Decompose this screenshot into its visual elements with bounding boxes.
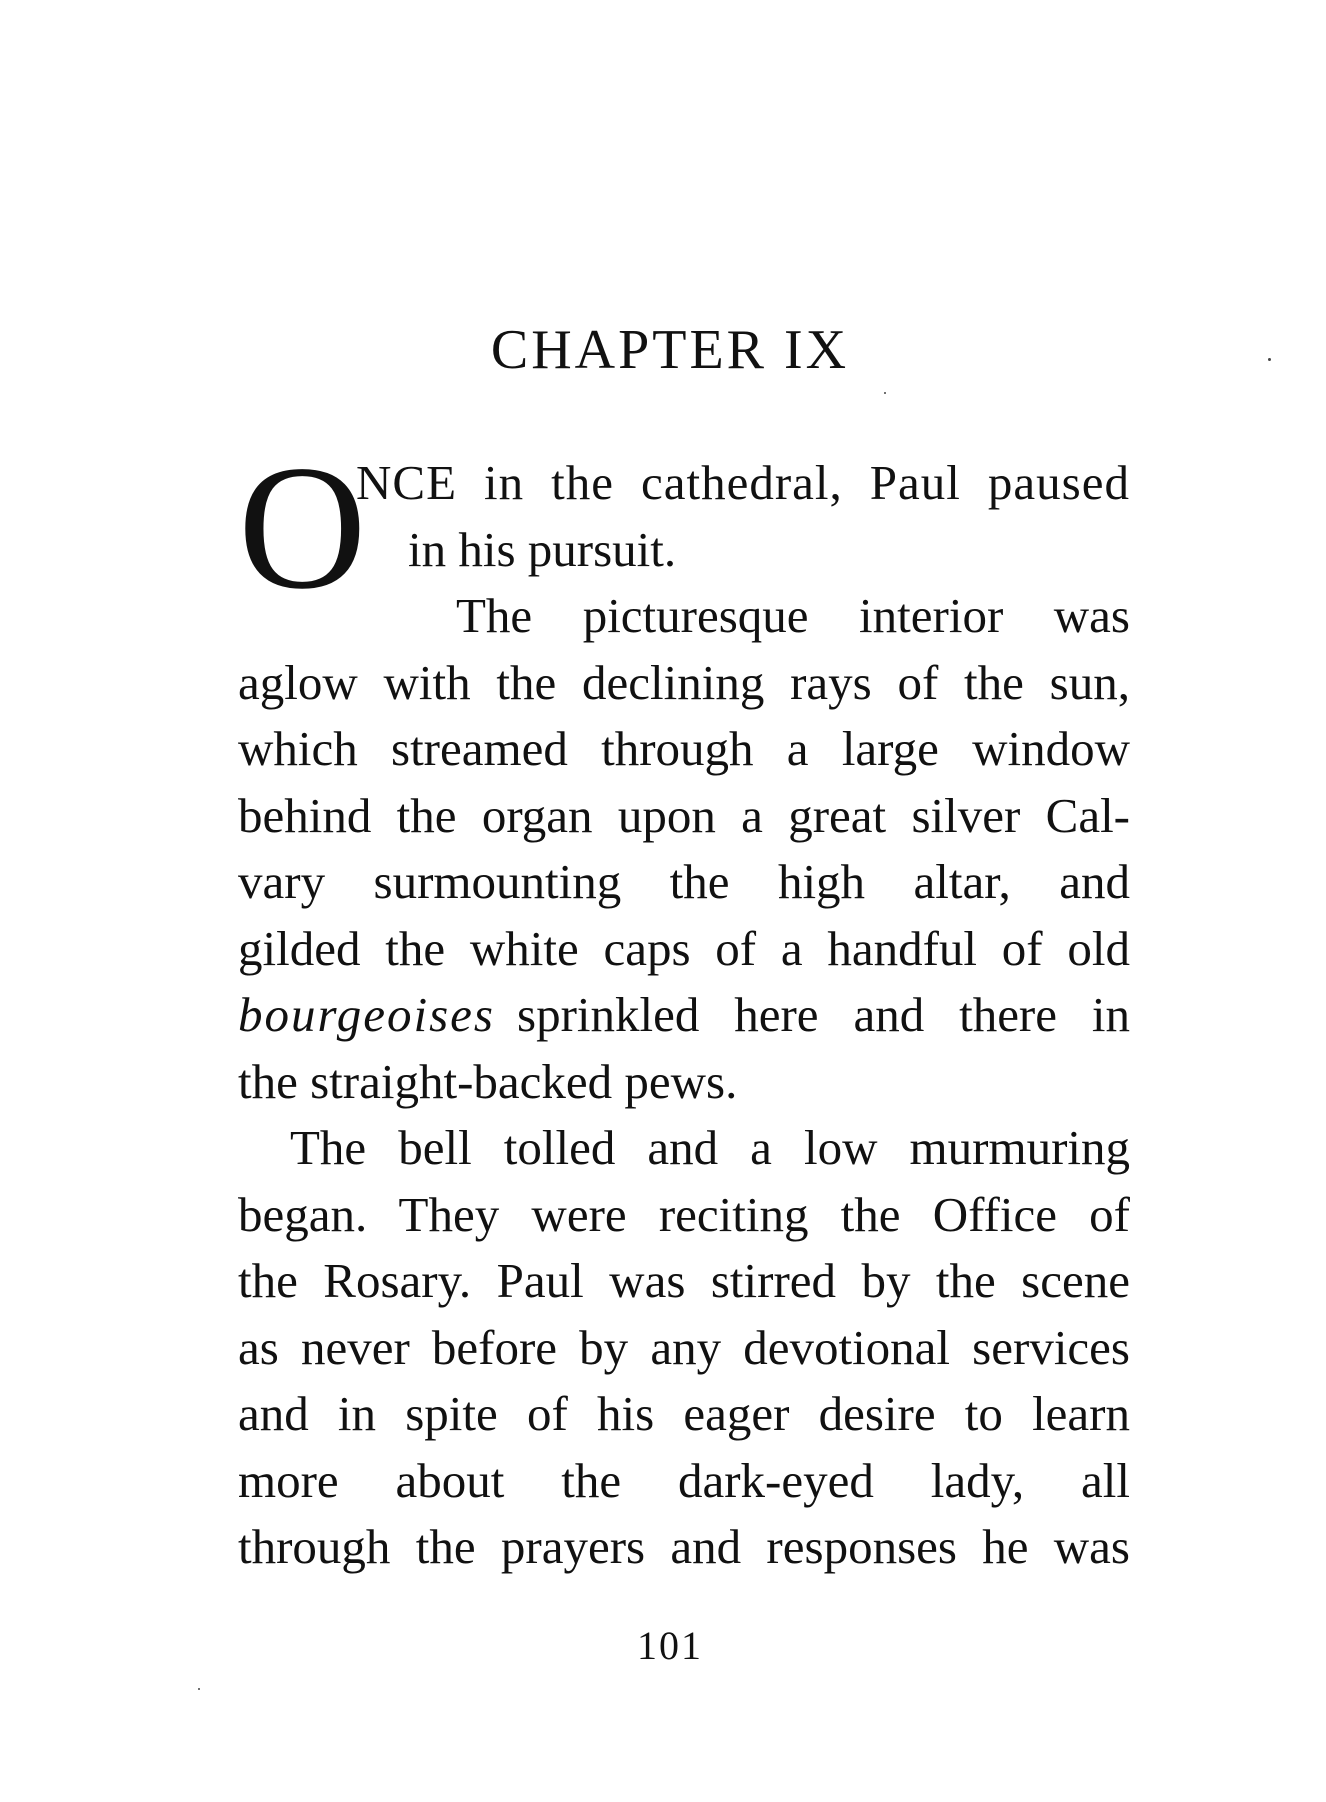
text-line: The picturesque interior was (456, 588, 1130, 643)
text-line (238, 982, 1130, 1049)
text-line: The bell tolled and a low murmuring (290, 1120, 1130, 1175)
drop-cap: O (238, 428, 367, 626)
chapter-title: CHAPTER IX (490, 319, 850, 381)
text-line: NCE in the cathedral, Paul paused (356, 455, 1130, 510)
scan-speck (198, 1688, 200, 1690)
text-line: gilded the white caps of a handful of old (238, 920, 1130, 976)
text-line: behind the organ upon a great silver Cal- (238, 787, 1130, 843)
scan-speck (884, 392, 886, 394)
text-line: as never before by any devotional services (238, 1319, 1130, 1375)
page-number: 101 (637, 1623, 703, 1668)
text-line: aglow with the declining rays of the sun, (238, 654, 1130, 710)
text-line-rest: sprinkled here and there in (517, 987, 1130, 1042)
text-line: the straight-backed pews. (238, 1053, 738, 1109)
text-line: which streamed through a large window (238, 721, 1130, 776)
text-line: through the prayers and responses he was (238, 1519, 1130, 1574)
scan-speck (1268, 358, 1271, 361)
italic-word: bourgeoises (238, 987, 495, 1042)
text-line: the Rosary. Paul was stirred by the scene (238, 1253, 1130, 1308)
text-line: and in spite of his eager desire to learn (238, 1386, 1130, 1441)
text-line: vary surmounting the high altar, and (238, 854, 1130, 909)
text-line: began. They were reciting the Office of (238, 1186, 1130, 1242)
body-text (238, 450, 1130, 1581)
text-line: in his pursuit. (408, 521, 677, 577)
text-line: more about the dark-eyed lady, all (238, 1452, 1130, 1508)
